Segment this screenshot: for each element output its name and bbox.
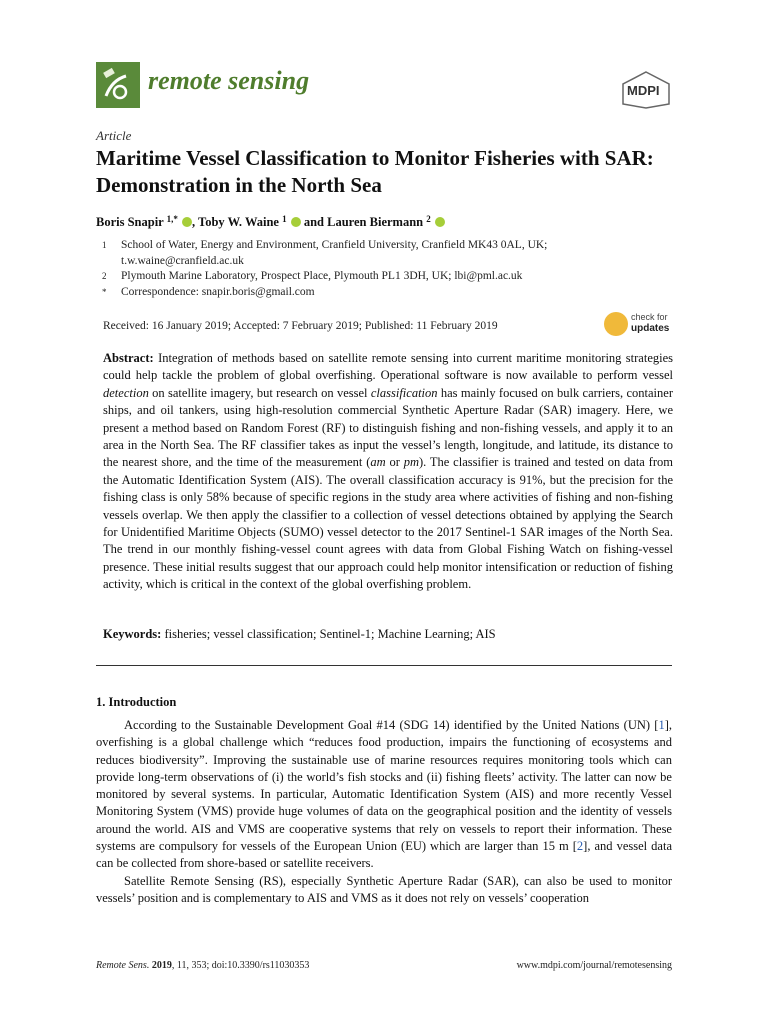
affiliation-row: [96, 238, 656, 269]
keywords: [103, 627, 496, 642]
keywords-label: Keywords:: [103, 627, 162, 641]
check-updates-text: check for updates: [631, 312, 670, 334]
abstract: Abstract: Integration of methods based on satellite remote sensing into current maritime monitoring strategies could help tackle the problem of global overfishing. Operational software is now available to perform vessel detection on satellite imagery, but research on vessel classification has mainly focused on bulk carriers, container ships, and oil tankers, using high-resolution commercial Synthetic Aperture Radar (SAR) imagery. Here, we present a method based on Random Forest (RF) to distinguish fishing and non-fishing vessels, and apply it to an area in the North Sea. The RF classifier takes as input the vessel’s length, longitude, and latitude, its distance to the nearest shore, and the time of the measurement (am or pm). The classifier is trained and tested on data from the Automatic Identification System (AIS). The overall classification accuracy is 91%, but the precision for the fishing class is only 58% because of specific regions in the study area where activities of fishing and non-fishing vessels overlap. We then apply the classifier to a collection of vessel detections obtained by applying the Search for Unidentified Maritime Objects (SUMO) vessel detector to the 2017 Sentinel-1 SAR images of the North Sea. The trend in our monthly fishing-vessel count agrees with data from Global Fishing Watch on fishing-vessel presence. These initial results suggest that our approach could help monitor intensification or reduction of fishing activity, which is critical in the context of the global overfishing problem.: [103, 351, 673, 592]
affiliation-number: 1: [102, 240, 107, 250]
orcid-icon[interactable]: [291, 217, 301, 227]
affiliation-text: School of Water, Energy and Environment, Cranfield University, Cranfield MK43 0AL, UK; t.w.waine@cranfield.ac.uk: [121, 239, 548, 267]
orcid-icon[interactable]: [182, 217, 192, 227]
author-affil-marker: 1,*: [166, 214, 178, 224]
affiliation-text: Plymouth Marine Laboratory, Prospect Place, Plymouth PL1 3DH, UK; lbi@pml.ac.uk: [121, 270, 523, 282]
publisher-name: MDPI: [627, 83, 660, 98]
author-separator: ,: [192, 215, 199, 229]
affiliation-row: [96, 285, 656, 301]
author-affil-marker: 2: [426, 214, 431, 224]
author-list: [96, 214, 445, 230]
author-name: Boris Snapir: [96, 215, 164, 229]
keywords-text: fisheries; vessel classification; Sentinel-1; Machine Learning; AIS: [161, 627, 496, 641]
article-type: Article: [96, 128, 132, 143]
journal-logo-icon: [96, 62, 140, 108]
citation-link[interactable]: 1: [658, 718, 665, 732]
affiliation-number: *: [102, 286, 107, 297]
correspondence-text: Correspondence: snapir.boris@gmail.com: [121, 285, 315, 298]
check-updates-icon: [604, 312, 628, 336]
citation-link[interactable]: 2: [576, 839, 584, 854]
introduction-body: [96, 717, 672, 907]
affiliation-number: 2: [102, 271, 107, 281]
footer-url[interactable]: www.mdpi.com/journal/remotesensing: [516, 960, 672, 971]
author-affil-marker: 1: [282, 214, 287, 224]
paper-title: Maritime Vessel Classification to Monitor Fisheries with SAR: Demonstration in the North Sea: [96, 146, 654, 197]
journal-name: remote sensing: [148, 66, 310, 95]
author-name: Lauren Biermann: [327, 215, 424, 229]
author-separator: and: [300, 215, 328, 229]
orcid-icon[interactable]: [435, 217, 445, 227]
affiliations: [96, 238, 656, 300]
publication-dates: Received: 16 January 2019; Accepted: 7 February 2019; Published: 11 February 2019: [103, 320, 498, 332]
section-heading: 1. Introduction: [96, 695, 177, 709]
author-name: Toby W. Waine: [198, 215, 279, 229]
abstract-label: Abstract:: [103, 351, 154, 365]
footer-citation: Remote Sens. 2019, 11, 353; doi:10.3390/rs11030353: [96, 960, 310, 971]
paragraph: According to the Sustainable Development Goal #14 (SDG 14) identified by the United Nations (UN) [1], overfishing is a global challenge which “reduces food production, impairs the functioning of ecosystems and reduces biodiversity”. Improving the sustainable use of marine resources requires monitoring tools which can provide long-term observations of (i) the world’s fish stocks and (ii) fishing fleets’ activity. The latter can now be monitored by several systems. In particular, Automatic Identification System (AIS) and more recently Vessel Monitoring System (VMS) provide huge volumes of data on the geographical position and the identity of vessels around the world. AIS and VMS are cooperative systems that rely on vessels to report their information. These systems are compulsory for vessels of the European Union (EU) which are larger than 15 m [2], and vessel data can be collected from shore-based or satellite receivers.: [96, 718, 672, 871]
affiliation-row: [96, 269, 656, 285]
paragraph: Satellite Remote Sensing (RS), especially Synthetic Aperture Radar (SAR), can also be used to monitor vessels’ position and is complementary to AIS and VMS as it does not rely on vessels’ cooperation: [96, 873, 672, 905]
check-for-updates-badge[interactable]: [604, 310, 674, 338]
section-divider: [96, 665, 672, 666]
